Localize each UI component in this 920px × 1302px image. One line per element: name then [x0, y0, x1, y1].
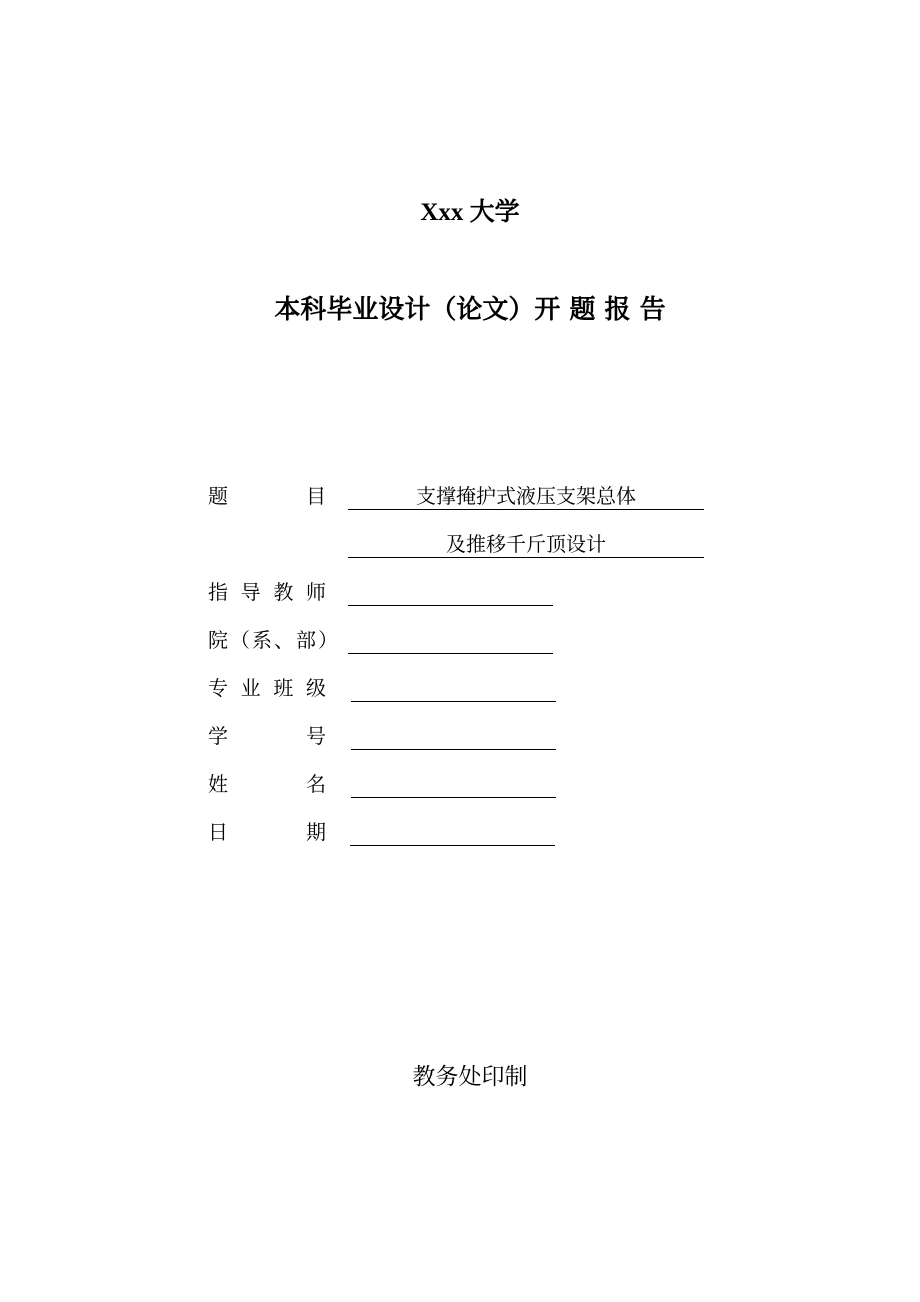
- topic-row-continued: [208, 529, 728, 559]
- major-class-field[interactable]: [351, 673, 556, 702]
- student-id-field[interactable]: [351, 721, 556, 750]
- topic-field-line1[interactable]: 支撑掩护式液压支架总体: [348, 481, 704, 510]
- report-title: 本科毕业设计（论文）开 题 报 告: [274, 295, 666, 325]
- student-id-label: [208, 721, 326, 751]
- major-class-label-char: 专: [208, 676, 228, 700]
- advisor-row: [208, 577, 728, 607]
- major-class-label-char: 业: [240, 676, 261, 700]
- major-class-label-char: 班: [273, 676, 294, 700]
- department-row: [208, 625, 728, 655]
- topic-row: [208, 481, 728, 511]
- date-label: [208, 817, 326, 847]
- student-id-label-char: 号: [306, 724, 326, 748]
- topic-label-char: 题: [208, 484, 228, 508]
- name-label: [208, 769, 326, 799]
- major-class-label: [208, 673, 326, 703]
- advisor-label-char: 指: [208, 580, 228, 604]
- student-id-label-char: 学: [208, 724, 228, 748]
- topic-label: [208, 481, 326, 511]
- name-field[interactable]: [351, 769, 556, 798]
- date-label-char: 日: [208, 820, 228, 844]
- date-label-char: 期: [306, 820, 326, 844]
- date-row: [208, 817, 728, 847]
- advisor-field[interactable]: [348, 577, 553, 606]
- footer-printed-by: 教务处印制: [412, 1064, 528, 1090]
- topic-field-line2[interactable]: 及推移千斤顶设计: [348, 529, 704, 558]
- advisor-label-char: 师: [305, 580, 326, 604]
- name-label-char: 名: [306, 772, 326, 796]
- topic-label-char: 目: [306, 484, 326, 508]
- name-label-char: 姓: [208, 772, 228, 796]
- university-name: Xxx 大学: [420, 199, 520, 226]
- department-field[interactable]: [348, 625, 553, 654]
- advisor-label-char: 导: [240, 580, 261, 604]
- student-id-row: [208, 721, 728, 751]
- advisor-label-char: 教: [273, 580, 294, 604]
- major-class-label-char: 级: [305, 676, 326, 700]
- date-field[interactable]: [350, 817, 555, 846]
- advisor-label: [208, 577, 326, 607]
- major-class-row: [208, 673, 728, 703]
- department-label: 院（系、部）: [208, 628, 340, 652]
- name-row: [208, 769, 728, 799]
